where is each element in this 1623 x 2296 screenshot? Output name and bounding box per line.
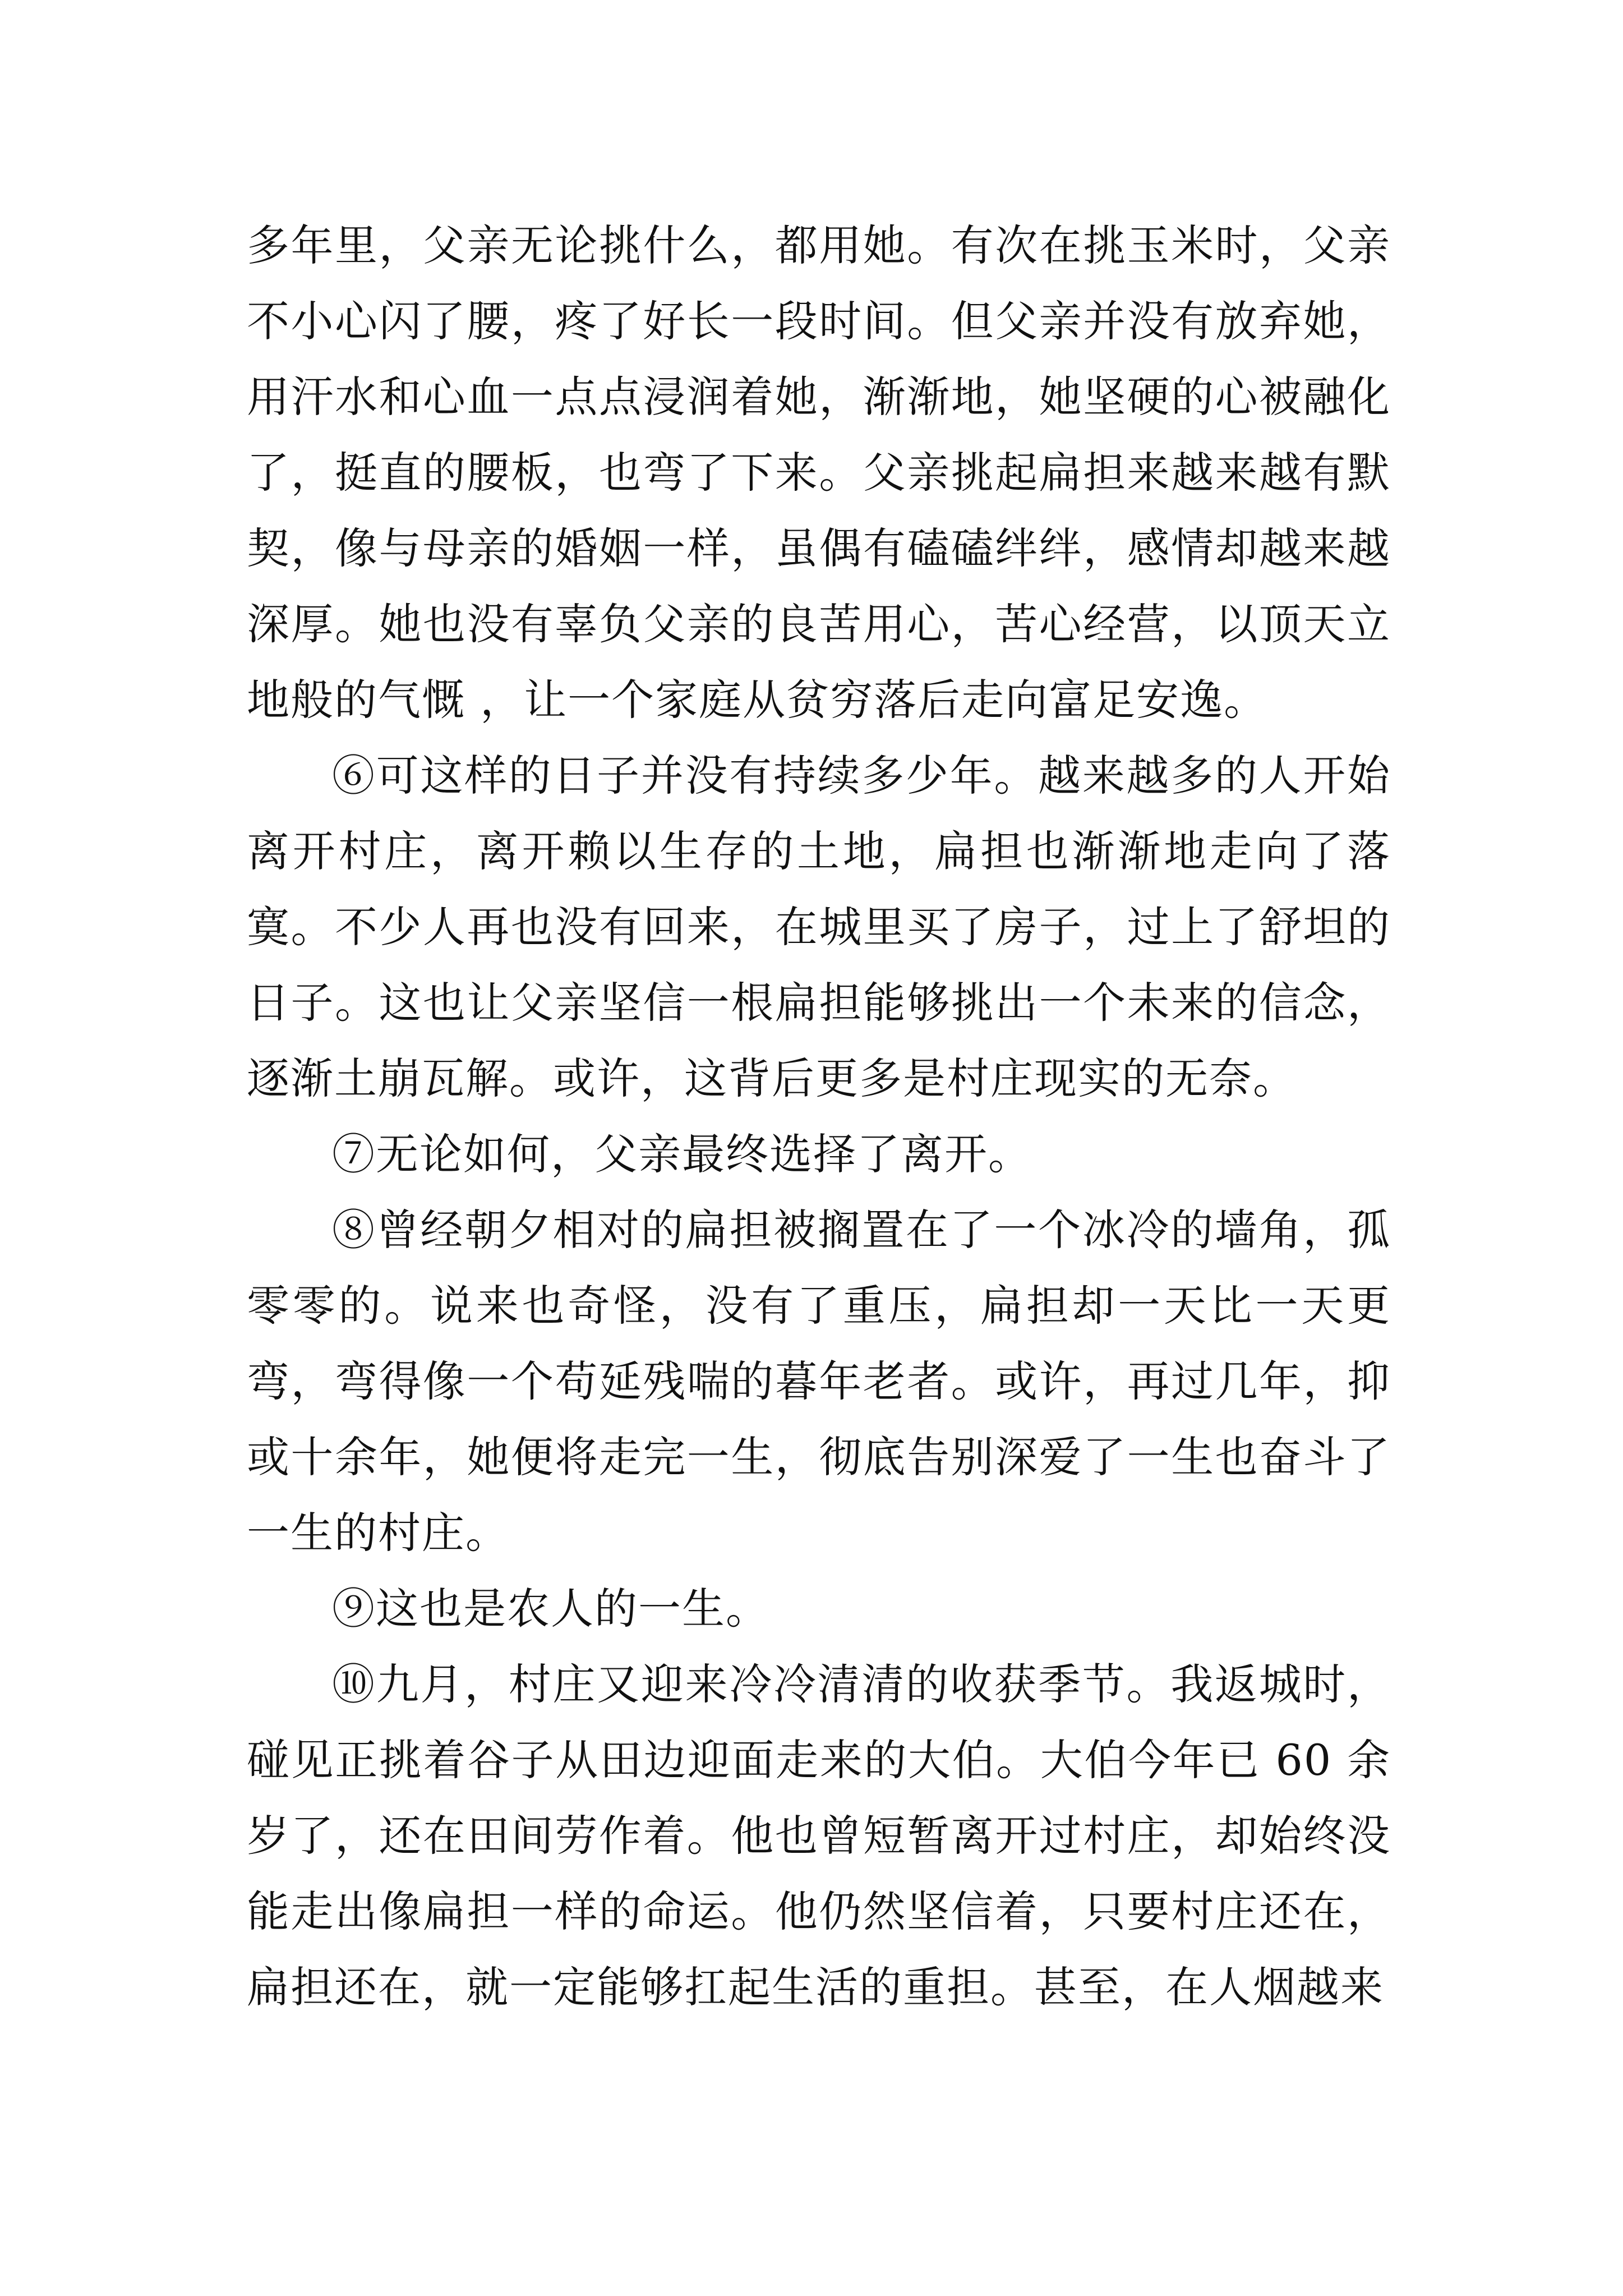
- paragraph-9: ⑨这也是农人的一生。: [332, 1584, 769, 1634]
- paragraph-continued: 多年里，父亲无论挑什么，都用她。有次在挑玉米时，父亲不小心闪了腰，疼了好长一段时间。但父亲并没有放弃她，用汗水和心血一点点浸润着她，渐渐地，她坚硬的心被融化了，挺直的腰板，也弯了下来。父亲挑起扁担来越来越有默契，像与母亲的婚姻一样，虽偶有磕磕绊绊，感情却越来越深厚。她也没有辜负父亲的良苦用心，苦心经营，以顶天立地般的气慨 ，让一个家庭从贫穷落后走向富足安逸。: [247, 220, 1391, 725]
- paragraph-7: ⑦无论如何，父亲最终选择了离开。: [332, 1129, 1032, 1179]
- paragraph-8: ⑧曾经朝夕相对的扁担被搁置在了一个冰冷的墙角，孤零零的。说来也奇怪，没有了重压，扁担却一天比一天更弯，弯得像一个苟延残喘的暮年老者。或许，再过几年，抑或十余年，她便将走完一生，彻底告别深爱了一生也奋斗了一生的村庄。: [247, 1205, 1391, 1558]
- article-body: [247, 208, 1391, 2025]
- paragraph-10: ⑩九月，村庄又迎来冷冷清清的收获季节。我返城时，碰见正挑着谷子从田边迎面走来的大伯。大伯今年已 60 余岁了，还在田间劳作着。他也曾短暂离开过村庄，却始终没能走出像扁担一样的命运。他仍然坚信着，只要村庄还在，扁担还在，就一定能够扛起生活的重担。甚至，在人烟越来: [247, 1659, 1391, 2012]
- paragraph-6: ⑥可这样的日子并没有持续多少年。越来越多的人开始离开村庄，离开赖以生存的土地，扁担也渐渐地走向了落寞。不少人再也没有回来，在城里买了房子，过上了舒坦的日子。这也让父亲坚信一根扁担能够挑出一个未来的信念，逐渐土崩瓦解。或许，这背后更多是村庄现实的无奈。: [247, 751, 1391, 1103]
